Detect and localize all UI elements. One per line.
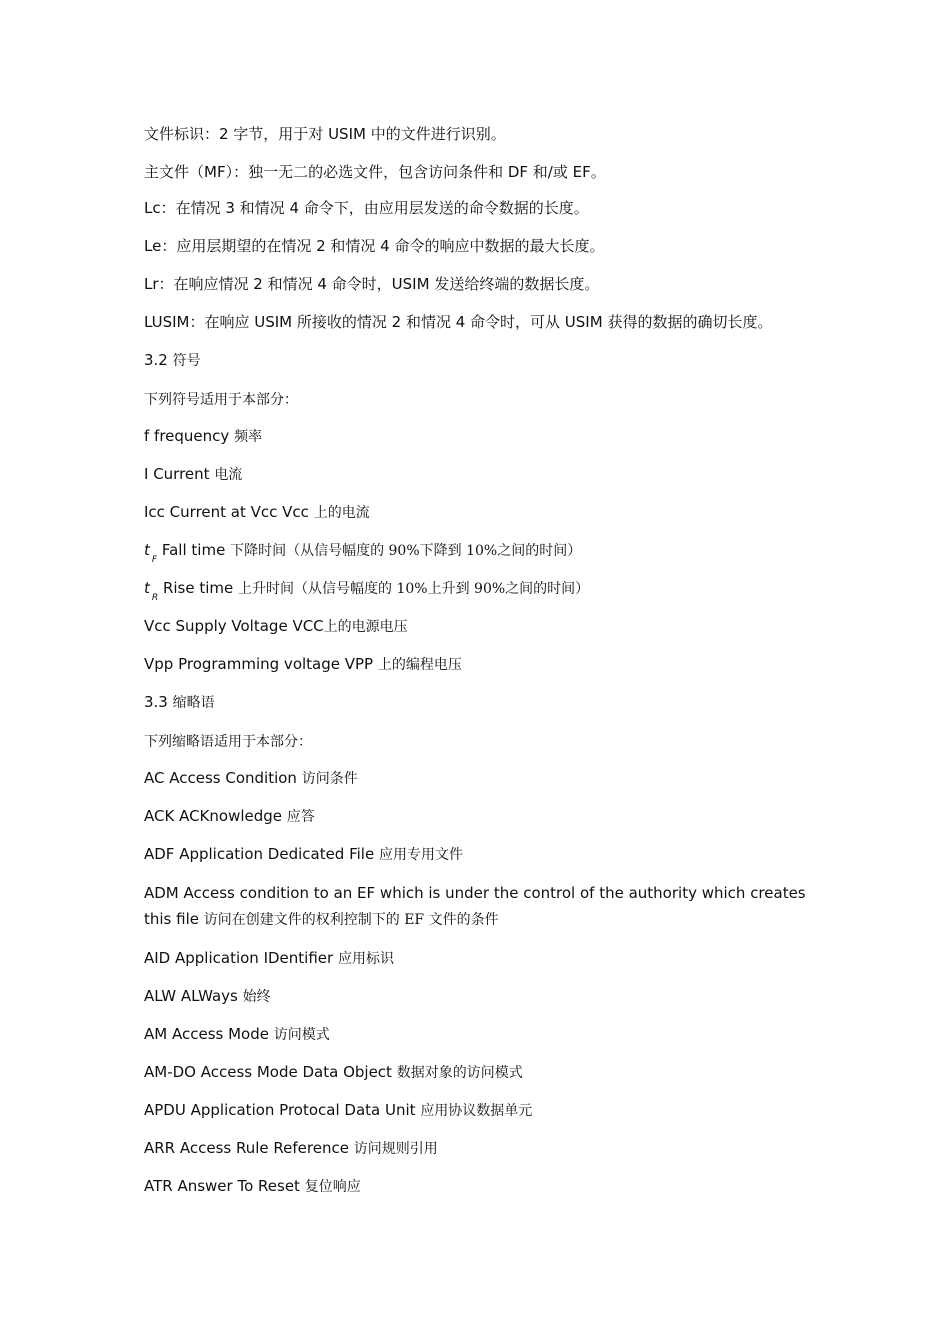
- symbol-letter: t: [144, 579, 150, 597]
- section-intro: 下列缩略语适用于本部分：: [144, 734, 312, 750]
- abbreviation-desc: 访问在创建文件的权利控制下的 EF 文件的条件: [203, 912, 499, 928]
- symbol-desc: 下降时间（从信号幅度的 90%下降到 10%之间的时间）: [230, 543, 582, 559]
- symbol-desc: 上的编程电压: [377, 657, 462, 673]
- abbreviation-term: ATR Answer To Reset: [144, 1177, 300, 1195]
- abbreviation-desc: 应答: [286, 809, 315, 825]
- definition-line: Lr：在响应情况 2 和情况 4 命令时，USIM 发送给终端的数据长度。: [144, 275, 600, 293]
- abbreviation-entry: [144, 1138, 438, 1159]
- abbreviation-entry: [144, 1062, 523, 1083]
- symbol-entry: [144, 616, 408, 637]
- abbreviation-term: APDU Application Protocal Data Unit: [144, 1101, 416, 1119]
- abbreviation-desc: 始终: [242, 989, 271, 1005]
- definition-line: Le：应用层期望的在情况 2 和情况 4 命令的响应中数据的最大长度。: [144, 237, 605, 255]
- symbol-term: I Current: [144, 465, 210, 483]
- symbol-entry: [144, 578, 589, 601]
- symbol-subscript: F: [151, 555, 158, 565]
- abbreviation-desc: 数据对象的访问模式: [396, 1065, 523, 1081]
- symbol-entry: [144, 540, 581, 563]
- abbreviation-term: ALW ALWays: [144, 987, 238, 1005]
- abbreviation-term: ADF Application Dedicated File: [144, 845, 375, 863]
- abbreviation-entry: [144, 948, 394, 969]
- symbol-entry: [144, 502, 370, 523]
- abbreviation-term: AM Access Mode: [144, 1025, 269, 1043]
- abbreviation-entry: [144, 880, 824, 933]
- section-title: 缩略语: [172, 695, 215, 711]
- abbreviation-entry: [144, 844, 463, 865]
- symbol-term: Icc Current at Vcc Vcc: [144, 503, 309, 521]
- symbol-entry: [144, 654, 462, 675]
- symbol-term: Rise time: [162, 579, 234, 597]
- symbol-subscript: R: [151, 593, 159, 603]
- abbreviation-entry: [144, 768, 358, 789]
- abbreviation-entry: [144, 986, 271, 1007]
- section-title: 符号: [172, 353, 201, 369]
- symbol-term: Fall time: [161, 541, 226, 559]
- section-number: 3.2: [144, 351, 168, 369]
- section-intro: 下列符号适用于本部分：: [144, 392, 298, 408]
- symbol-letter: t: [144, 541, 150, 559]
- abbreviation-entry: [144, 806, 315, 827]
- symbol-desc: 上升时间（从信号幅度的 10%上升到 90%之间的时间）: [238, 581, 590, 597]
- abbreviation-desc: 访问模式: [273, 1027, 330, 1043]
- abbreviation-term: ACK ACKnowledge: [144, 807, 283, 825]
- abbreviation-entry: [144, 1100, 532, 1121]
- abbreviation-desc: 应用标识: [337, 951, 394, 967]
- abbreviation-term: ARR Access Rule Reference: [144, 1139, 349, 1157]
- definition-line: 主文件（MF）：独一无二的必选文件，包含访问条件和 DF 和/或 EF。: [144, 163, 606, 181]
- definition-line: Lc：在情况 3 和情况 4 命令下，由应用层发送的命令数据的长度。: [144, 199, 589, 217]
- section-heading-symbols: [144, 350, 201, 371]
- abbreviation-term: ADM Access condition to an EF which is under the control of the authority which creates this file: [144, 884, 806, 928]
- symbol-term: f frequency: [144, 427, 230, 445]
- abbreviation-entry: [144, 1176, 361, 1197]
- abbreviation-term: AID Application IDentifier: [144, 949, 334, 967]
- abbreviation-term: AM-DO Access Mode Data Object: [144, 1063, 392, 1081]
- abbreviation-desc: 访问规则引用: [353, 1141, 438, 1157]
- symbol-desc: 上的电源电压: [323, 619, 408, 635]
- section-number: 3.3: [144, 693, 168, 711]
- abbreviation-desc: 应用协议数据单元: [420, 1103, 533, 1119]
- abbreviation-term: AC Access Condition: [144, 769, 297, 787]
- abbreviation-desc: 复位响应: [304, 1179, 361, 1195]
- symbol-term: Vpp Programming voltage VPP: [144, 655, 374, 673]
- symbol-desc: 电流: [214, 467, 243, 483]
- symbol-term: Vcc Supply Voltage VCC: [144, 617, 324, 635]
- abbreviation-desc: 访问条件: [301, 771, 358, 787]
- abbreviation-entry: [144, 1024, 330, 1045]
- symbol-desc: 频率: [234, 429, 263, 445]
- symbol-entry: [144, 426, 262, 447]
- section-heading-abbreviations: [144, 692, 215, 713]
- definition-line: 文件标识：2 字节，用于对 USIM 中的文件进行识别。: [144, 125, 506, 143]
- symbol-desc: 上的电流: [313, 505, 370, 521]
- definition-line: LUSIM：在响应 USIM 所接收的情况 2 和情况 4 命令时，可从 USIM 获得的数据的确切长度。: [144, 313, 773, 331]
- symbol-entry: [144, 464, 242, 485]
- abbreviation-desc: 应用专用文件: [378, 847, 463, 863]
